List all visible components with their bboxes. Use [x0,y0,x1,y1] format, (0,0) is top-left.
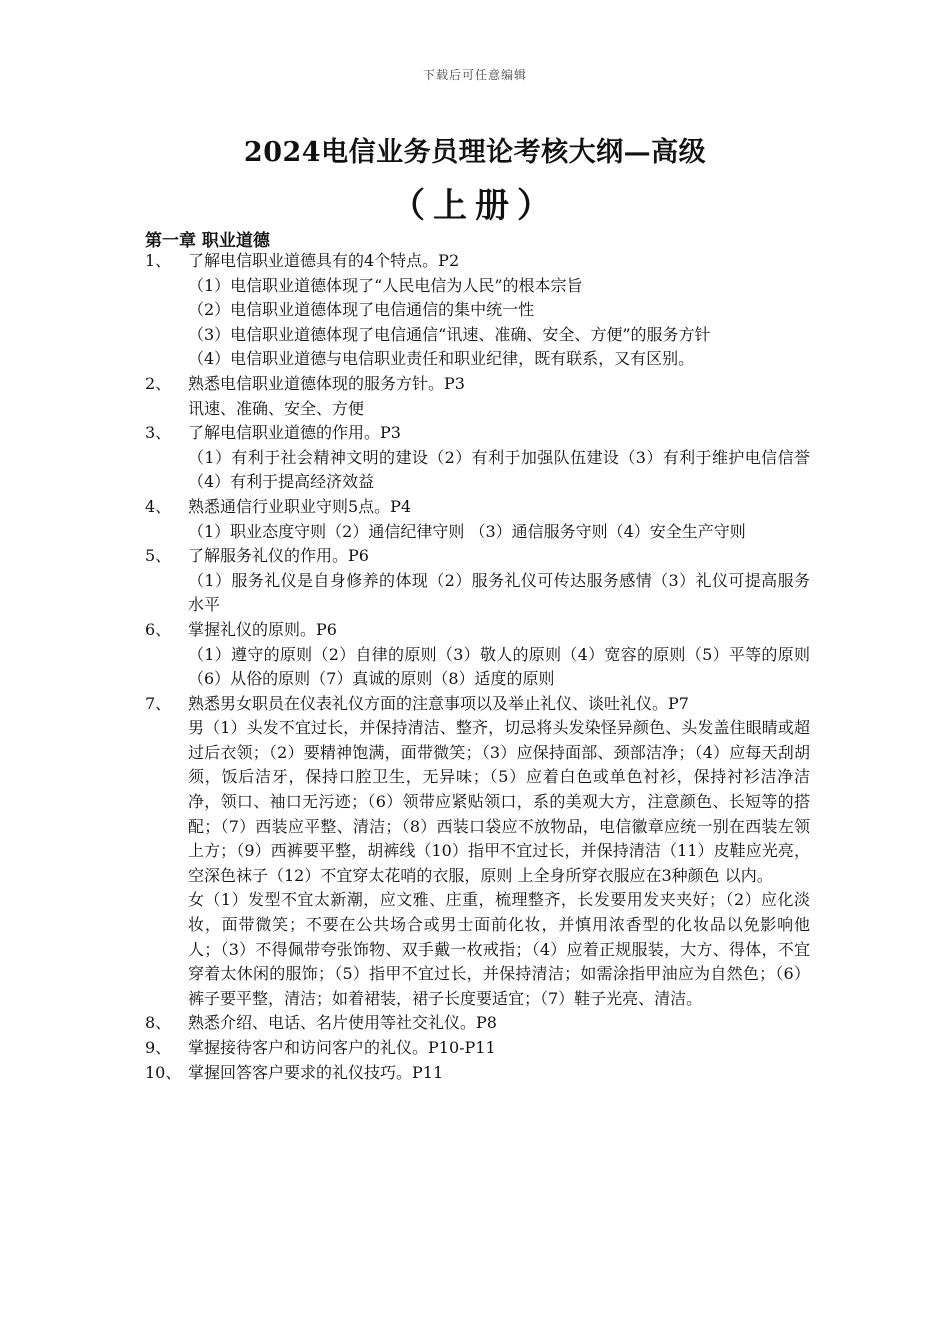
outline-item [145,692,810,1012]
item-detail: （1）有利于社会精神文明的建设（2）有利于加强队伍建设（3）有利于维护电信信誉（4）有利于提高经济效益 [188,447,810,492]
item-text: 了解服务礼仪的作用。P6 [188,546,369,566]
item-number: 3、 [145,423,172,443]
outline-item-row [145,372,810,397]
item-text: 熟悉男女职员在仪表礼仪方面的注意事项以及举止礼仪、谈吐礼仪。P7 [188,693,689,713]
item-text: 熟悉介绍、电话、名片使用等社交礼仪。P8 [188,1013,497,1033]
outline-item [145,495,810,544]
item-detail: 男（1）头发不宜过长，并保持清洁、整齐，切忌将头发染怪异颜色、头发盖住眼睛或超过后衣领；（2）要精神饱满，面带微笑；（3）应保持面部、颈部洁净；（4）应每天刮胡须，饭后洁牙，保持口腔卫生，无异味；（5）应着白色或单色衬衫，保持衬衫洁净洁净，领口、袖口无污迹；（6）领带应紧贴领口，系的美观大方，注意颜色、长短等的搭配；（7）西装应平整、清洁；（8）西装口袋应不放物品，电信徽章应统一别在西装左领上方；（9）西裤要平整，胡裤线（10）指甲不宜过长，并保持清洁（11）皮鞋应光亮，空深色袜子（12）不宜穿太花哨的衣服，原则 上全身所穿衣服应在3种颜色 以内。 [188,718,810,885]
item-number: 6、 [145,619,172,639]
item-detail: （3）电信职业道德体现了电信通信“讯速、准确、安全、方便”的服务方针 [188,324,711,344]
outline-item [145,421,810,495]
outline-item-row [145,544,810,569]
item-text: 掌握礼仪的原则。P6 [188,619,337,639]
outline-item-row [145,618,810,643]
outline-item [145,1061,810,1086]
item-text: 掌握回答客户要求的礼仪技巧。P11 [188,1062,444,1082]
item-text: 熟悉电信职业道德体现的服务方针。P3 [188,373,465,393]
outline-item-row [145,249,810,274]
item-number: 8、 [145,1013,172,1033]
item-number: 7、 [145,693,172,713]
outline-item-row [145,495,810,520]
item-detail: （1）遵守的原则（2）自律的原则（3）敬人的原则（4）宽容的原则（5）平等的原则（6）从俗的原则（7）真诚的原则（8）适度的原则 [188,644,810,689]
outline-item-row [145,692,810,717]
item-text: 了解电信职业道德具有的4个特点。P2 [188,251,460,270]
outline-list [145,249,810,1085]
chapter-heading: 第一章 职业道德 [145,231,270,251]
item-detail: （4）电信职业道德与电信职业责任和职业纪律，既有联系，又有区别。 [188,349,695,369]
document-subtitle: （上册） [391,186,559,226]
item-number: 2、 [145,373,172,393]
item-text: 了解电信职业道德的作用。P3 [188,423,401,443]
outline-item-row [145,1011,810,1036]
outline-item-row [145,1061,810,1086]
outline-item-row [145,421,810,446]
outline-item [145,1011,810,1036]
outline-item [145,372,810,421]
outline-item [145,1036,810,1061]
document-title: 2024电信业务员理论考核大纲—高级 [243,137,707,168]
item-detail: （1）电信职业道德体现了“人民电信为人民”的根本宗旨 [188,275,583,295]
item-detail: 女（1）发型不宜太新潮，应文雅、庄重，梳理整齐，长发要用发夹夹好；（2）应化淡妆，面带微笑；不要在公共场合或男士面前化妆，并慎用浓香型的化妆品以免影响他人；（3）不得佩带夸张饰物、双手戴一枚戒指；（4）应着正规服装，大方、得体，不宜穿着太休闲的服饰；（5）指甲不宜过长，并保持清洁；如需涂指甲油应为自然色；（6）裤子要平整，清洁；如着裙装，裙子长度要适宜；（7）鞋子光亮、清洁。 [188,890,810,1008]
item-text: 熟悉通信行业职业守则5点。P4 [188,496,412,516]
item-number: 9、 [145,1038,172,1057]
outline-item [145,249,810,372]
item-detail: （1）服务礼仪是自身修养的体现（2）服务礼仪可传达服务感情（3）礼仪可提高服务水平 [188,570,810,615]
item-detail: （2）电信职业道德体现了电信通信的集中统一性 [188,300,535,320]
item-detail: 讯速、准确、安全、方便 [188,398,365,418]
item-text: 掌握接待客户和访问客户的礼仪。P10-P11 [188,1038,496,1057]
header-note: 下载后可任意编辑 [422,68,527,82]
item-number: 5、 [145,546,172,566]
item-number: 1、 [145,251,172,270]
outline-item [145,618,810,692]
item-number: 10、 [145,1062,182,1082]
outline-item-row [145,1036,810,1061]
item-number: 4、 [145,496,172,516]
item-detail: （1）职业态度守则（2）通信纪律守则 （3）通信服务守则（4）安全生产守则 [188,521,746,541]
outline-item [145,544,810,618]
